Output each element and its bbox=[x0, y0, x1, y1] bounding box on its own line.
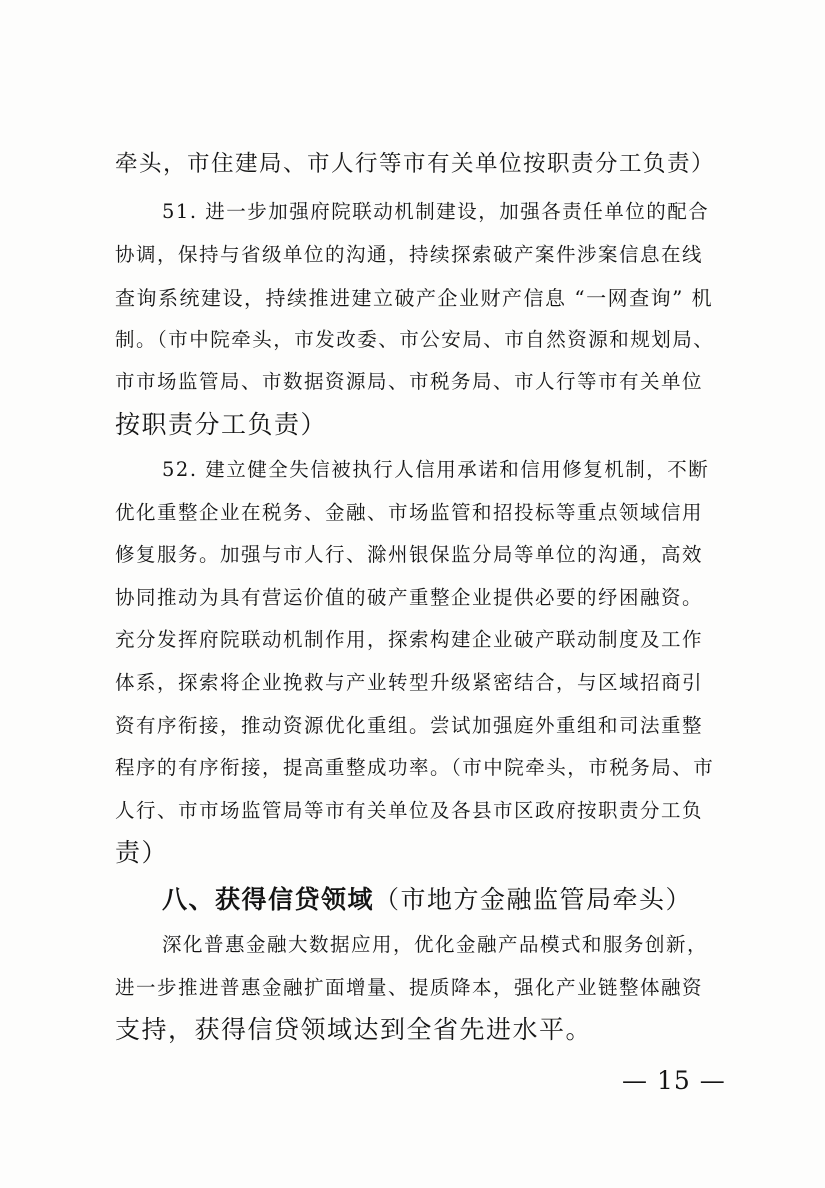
text-line: 人行、市市场监管局等市有关单位及各县市区政府按职责分工负 bbox=[115, 799, 704, 822]
text-line: 资有序衔接，推动资源优化重组。尝试加强庭外重组和司法重整 bbox=[115, 714, 704, 737]
text-line-item-51: 51. 进一步加强府院联动机制建设，加强各责任单位的配合 bbox=[162, 200, 710, 223]
section-heading-note: （市地方金融监管局牵头） bbox=[374, 885, 693, 914]
text-line: 修复服务。加强与市人行、滁州银保监分局等单位的沟通，高效 bbox=[115, 543, 704, 566]
text-line: 责） bbox=[115, 838, 169, 867]
text-line: 深化普惠金融大数据应用，优化金融产品模式和服务创新， bbox=[162, 933, 709, 956]
text-line: 制。（市中院牵头，市发改委、市公安局、市自然资源和规划局、 bbox=[115, 328, 715, 351]
section-heading bbox=[162, 882, 715, 918]
text-line-item-52: 52. 建立健全失信被执行人信用承诺和信用修复机制，不断 bbox=[162, 458, 710, 481]
text-line: 协调，保持与省级单位的沟通，持续探索破产案件涉案信息在线 bbox=[115, 243, 704, 266]
text-line: 支持，获得信贷领域达到全省先进水平。 bbox=[115, 1015, 593, 1044]
text-line: 优化重整企业在税务、金融、市场监管和招投标等重点领域信用 bbox=[115, 501, 704, 524]
text-line: 进一步推进普惠金融扩面增量、提质降本，强化产业链整体融资 bbox=[115, 976, 704, 999]
text-line: 牵头，市住建局、市人行等市有关单位按职责分工负责） bbox=[115, 151, 716, 177]
text-line: 按职责分工负责） bbox=[115, 410, 328, 439]
text-line: 程序的有序衔接，提高重整成功率。（市中院牵头，市税务局、市 bbox=[115, 756, 715, 779]
text-line: 充分发挥府院联动机制作用，探索构建企业破产联动制度及工作 bbox=[115, 628, 704, 651]
text-line: 市市场监管局、市数据资源局、市税务局、市人行等市有关单位 bbox=[115, 370, 704, 393]
section-heading-title: 八、获得信贷领域 bbox=[162, 885, 375, 914]
page-number: — 15 — bbox=[622, 1066, 726, 1095]
text-line: 查询系统建设，持续推进建立破产企业财产信息 “一网查询” 机 bbox=[115, 286, 714, 310]
text-line: 体系，探索将企业挽救与产业转型升级紧密结合，与区域招商引 bbox=[115, 671, 704, 694]
text-line: 协同推动为具有营运价值的破产重整企业提供必要的纾困融资。 bbox=[115, 586, 704, 609]
